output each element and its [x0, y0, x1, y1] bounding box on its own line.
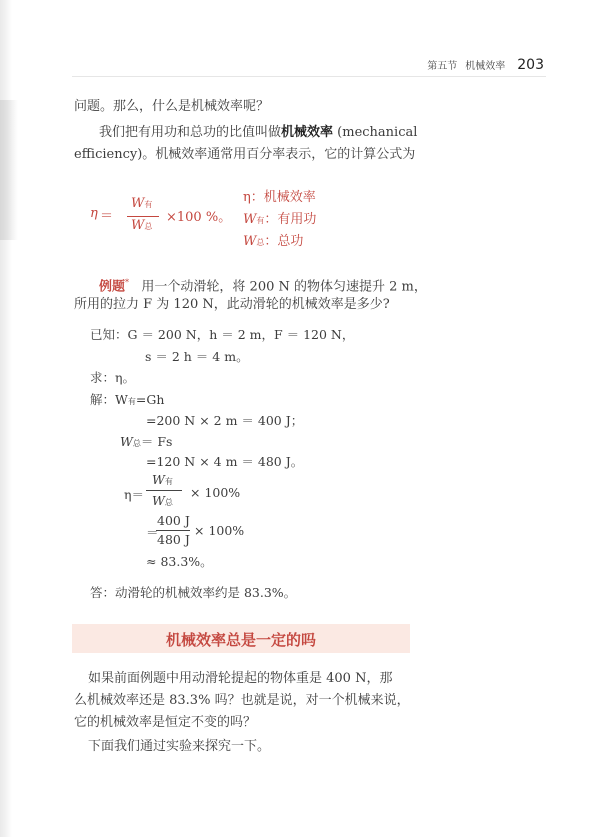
example-line2: 所用的拉力 F 为 120 N，此动滑轮的机械效率是多少? — [74, 297, 390, 312]
para1-line2-post: (mechanical — [337, 125, 418, 140]
formula-times-100: ×100 %。 — [166, 210, 232, 225]
eta-den-w: W — [152, 493, 165, 508]
header-rule — [72, 76, 546, 77]
header-title: 机械效率 — [465, 61, 506, 72]
section-title: 机械效率总是一定的吗 — [165, 631, 316, 649]
formula-numerator — [131, 196, 152, 211]
eta-num-w: W — [152, 472, 165, 487]
para1-line1: 问题。那么，什么是机械效率呢？ — [74, 99, 270, 114]
legend-total-work — [243, 230, 303, 249]
den-480j: 480 J — [157, 532, 190, 547]
para1-line2 — [99, 124, 417, 142]
eta-times-100: × 100% — [190, 485, 241, 500]
legend-useful-w: W — [243, 212, 257, 227]
header-section: 第五节 — [427, 61, 458, 72]
para2-line4: 下面我们通过实验来探究一下。 — [88, 739, 271, 754]
formula-fraction-line — [127, 216, 159, 217]
legend-useful-work — [243, 208, 316, 227]
para2-line1: 如果前面例题中用动滑轮提起的物体重是 400 N，那 — [88, 671, 393, 686]
term-mechanical-efficiency: 机械效率 — [281, 125, 334, 140]
total-post: ＝ Fs — [140, 434, 173, 449]
solution-post: =Gh — [135, 392, 165, 407]
total-work-line — [120, 432, 172, 450]
known-line2: s ＝ 2 h ＝ 4 m。 — [145, 349, 249, 364]
legend-useful-text: ：有用功 — [264, 212, 317, 227]
eq2-sign: ＝ — [146, 525, 159, 540]
formula-den-w: W — [131, 218, 145, 233]
total-w: W — [120, 434, 133, 449]
value-fraction-line — [156, 530, 190, 531]
legend-total-sub: 总 — [256, 238, 265, 247]
approx-result: ≈ 83.3%。 — [146, 554, 213, 569]
para2-line2: 么机械效率还是 83.3% 吗？也就是说，对一个机械来说， — [74, 693, 410, 708]
ask-line: 求：η。 — [90, 370, 135, 385]
formula-num-w: W — [131, 196, 145, 211]
legend-eta: η：机械效率 — [243, 190, 316, 205]
formula-num-sub: 有 — [144, 200, 153, 209]
solution-pre: 解：W — [90, 392, 128, 407]
formula-denominator — [131, 218, 152, 233]
eta-den-sub: 总 — [164, 498, 173, 507]
example-text1: 用一个动滑轮，将 200 N 的物体匀速提升 2 m， — [141, 279, 427, 295]
eta-num-sub: 有 — [164, 477, 173, 486]
example-mark: * — [125, 278, 130, 287]
step1-line: =200 N × 2 m ＝ 400 J； — [146, 413, 304, 428]
example-label: 例题 — [99, 279, 126, 295]
page-binding-shadow — [0, 100, 18, 240]
formula-den-sub: 总 — [144, 222, 153, 231]
running-header — [427, 57, 544, 73]
para1-line2-pre: 我们把有用功和总功的比值叫做 — [99, 125, 282, 140]
eta-fraction-line — [146, 490, 182, 491]
formula-equals: ＝ — [100, 209, 114, 224]
page-number: 203 — [517, 57, 544, 73]
solution-line — [90, 390, 164, 408]
eta-frac-num — [152, 472, 173, 487]
known-line1: 已知：G ＝ 200 N，h ＝ 2 m，F ＝ 120 N， — [90, 327, 355, 342]
legend-total-text: ：总功 — [264, 234, 304, 249]
solution-sub: 有 — [127, 397, 136, 406]
para1-line3: efficiency)。机械效率通常用百分率表示，它的计算公式为 — [74, 147, 416, 162]
num-400j: 400 J — [157, 513, 190, 528]
legend-total-w: W — [243, 234, 257, 249]
value-times-100: × 100% — [194, 523, 245, 538]
legend-useful-sub: 有 — [256, 216, 265, 225]
section-band — [72, 624, 410, 653]
answer-line: 答：动滑轮的机械效率约是 83.3%。 — [90, 585, 297, 600]
formula-eta: η — [90, 206, 98, 221]
total-sub: 总 — [132, 439, 141, 448]
step2-line: =120 N × 4 m ＝ 480 J。 — [146, 454, 304, 469]
example-line1 — [99, 274, 427, 296]
eta-frac-den — [152, 493, 173, 508]
eta-equals: η＝ — [124, 487, 144, 502]
para2-line3: 它的机械效率是恒定不变的吗？ — [74, 715, 257, 730]
